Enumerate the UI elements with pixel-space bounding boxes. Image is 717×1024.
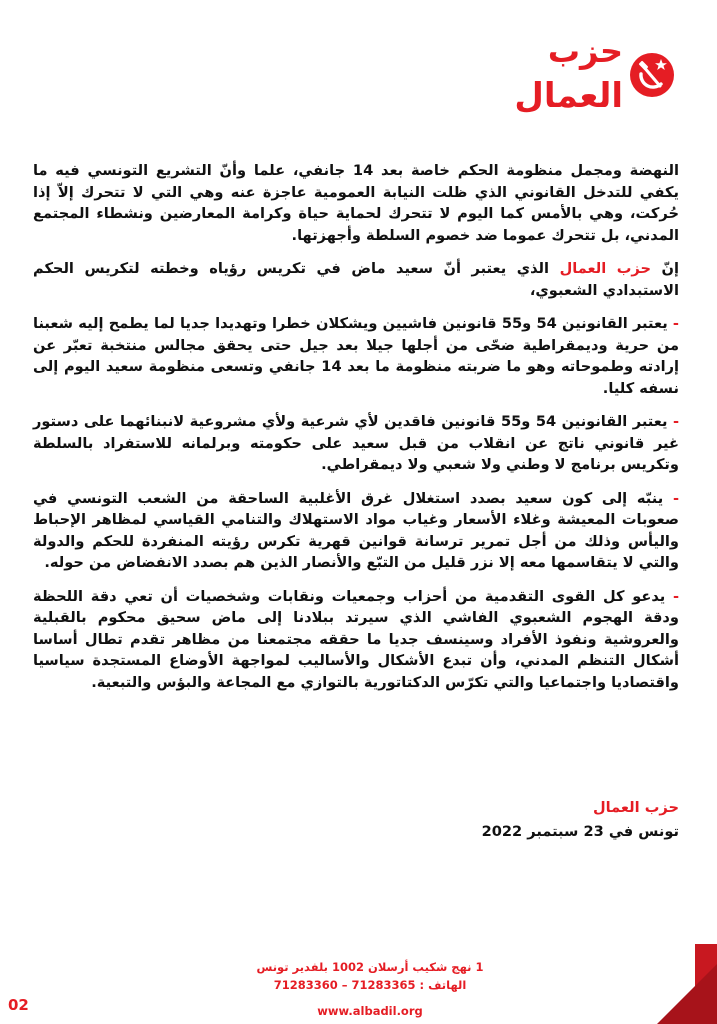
paragraph: النهضة ومجمل منظومة الحكم خاصة بعد 14 جانفي، علما وأنّ التشريع التونسي فيه ما يكفي للتدخل القانوني الذي ظلت النيابة العمومية عاجزة عنه وهي التي لا تتحرك إلاّ إذا حُركت، وهي بالأمس كما اليوم لا تتحرك لحماية حياة وكرامة المعارضين ونشطاء المجتمع المدني، بل تتحرك عموما ضد خصوم السلطة وأجهزتها. [33, 162, 679, 244]
logo-line-2: العمال [514, 76, 623, 116]
logo-line-1: حزب [547, 32, 623, 70]
phone-line: الهاتف : 71283365 – 71283360 [273, 978, 467, 992]
bullet-dash: - [663, 489, 679, 507]
signature-place-date: تونس في 23 سبتمبر 2022 [481, 823, 679, 840]
paragraph: إنّ حزب العمال الذي يعتبر أنّ سعيد ماض في تكريس رؤياه وخطته لتكريس الحكم الاستبدادي الشعبوي، [33, 260, 679, 299]
corner-decoration [657, 964, 717, 1024]
signature-party: حزب العمال [593, 799, 679, 816]
bullet-dash: - [665, 587, 680, 605]
paragraph: - يعتبر القانونين 54 و55 قانونين فاشيين ويشكلان خطرا وتهديدا جديا لما يطمح إليه شعبنا من حرية وديمقراطية ضحّى من أجلها جيلا بعد جيل حتى يحقق مجالس منتخبة تعبّر عن إرادته وطموحاته وهو ما ضربته منظومة ما بعد 14 جانفي وتسعى منظومة سعيد اليوم إلى نسفه كليا. [33, 315, 679, 397]
page-number: 02 [8, 996, 29, 1014]
signature-block [379, 796, 679, 844]
party-logo [515, 14, 695, 114]
paragraph: - يدعو كل القوى التقدمية من أحزاب وجمعيات ونقابات وشخصيات أن تعي دقة اللحظة ودقة الهجوم الشعبوي الفاشي الذي سيرتد ببلادنا إلى ماض سحيق محكوم بالقبلية والعروشية ونفوذ الأفراد وسينسف جديا ما حققه مجتمعنا من مظاهر تقدم تطال أساسا أشكال التنظم المدني، وأن تبدع الأشكال والأساليب لمواجهة الأوضاع المستجدة سياسيا واقتصاديا واجتماعيا والتي تكرّس الدكتاتورية بالتوازي مع المجاعة والبؤس والتبعية. [33, 587, 680, 691]
hammer-sickle-star-icon [629, 52, 675, 98]
paragraph: - يعتبر القانونين 54 و55 قانونين فاقدين لأي شرعية ولأي مشروعية لانبنائهما على دستور غير قانوني ناتج عن انقلاب من قبل سعيد على حكومته وبرلمانه للاستفراد بالسلطة وتكريس برنامج لا وطني ولا شعبي ولا ديمقراطي. [33, 413, 680, 473]
party-name-highlight: حزب العمال [559, 260, 651, 277]
address-line: 1 نهج شكيب أرسلان 1002 بلفدير تونس [256, 960, 484, 974]
footer-address [220, 958, 520, 994]
paragraph: - ينبّه إلى كون سعيد بصدد استغلال غرق الأغلبية الساحقة من الشعب التونسي في صعوبات المعيشة وغلاء الأسعار وغياب مواد الاستهلاك والتنامي القياسي لمظاهر الإحباط واليأس وذلك من أجل تمرير ترسانة قوانين قهرية تكرس رؤيته المنفردة للحكم والدولة والتي لا يتقاسمها معه إلا نزر قليل من التبّع والأنصار الذين هم بصدد الانفضاض من حوله. [33, 489, 679, 571]
statement-body [33, 160, 679, 705]
website-link[interactable]: www.albadil.org [317, 1004, 423, 1018]
bullet-dash: - [667, 413, 680, 430]
bullet-dash: - [667, 315, 679, 332]
